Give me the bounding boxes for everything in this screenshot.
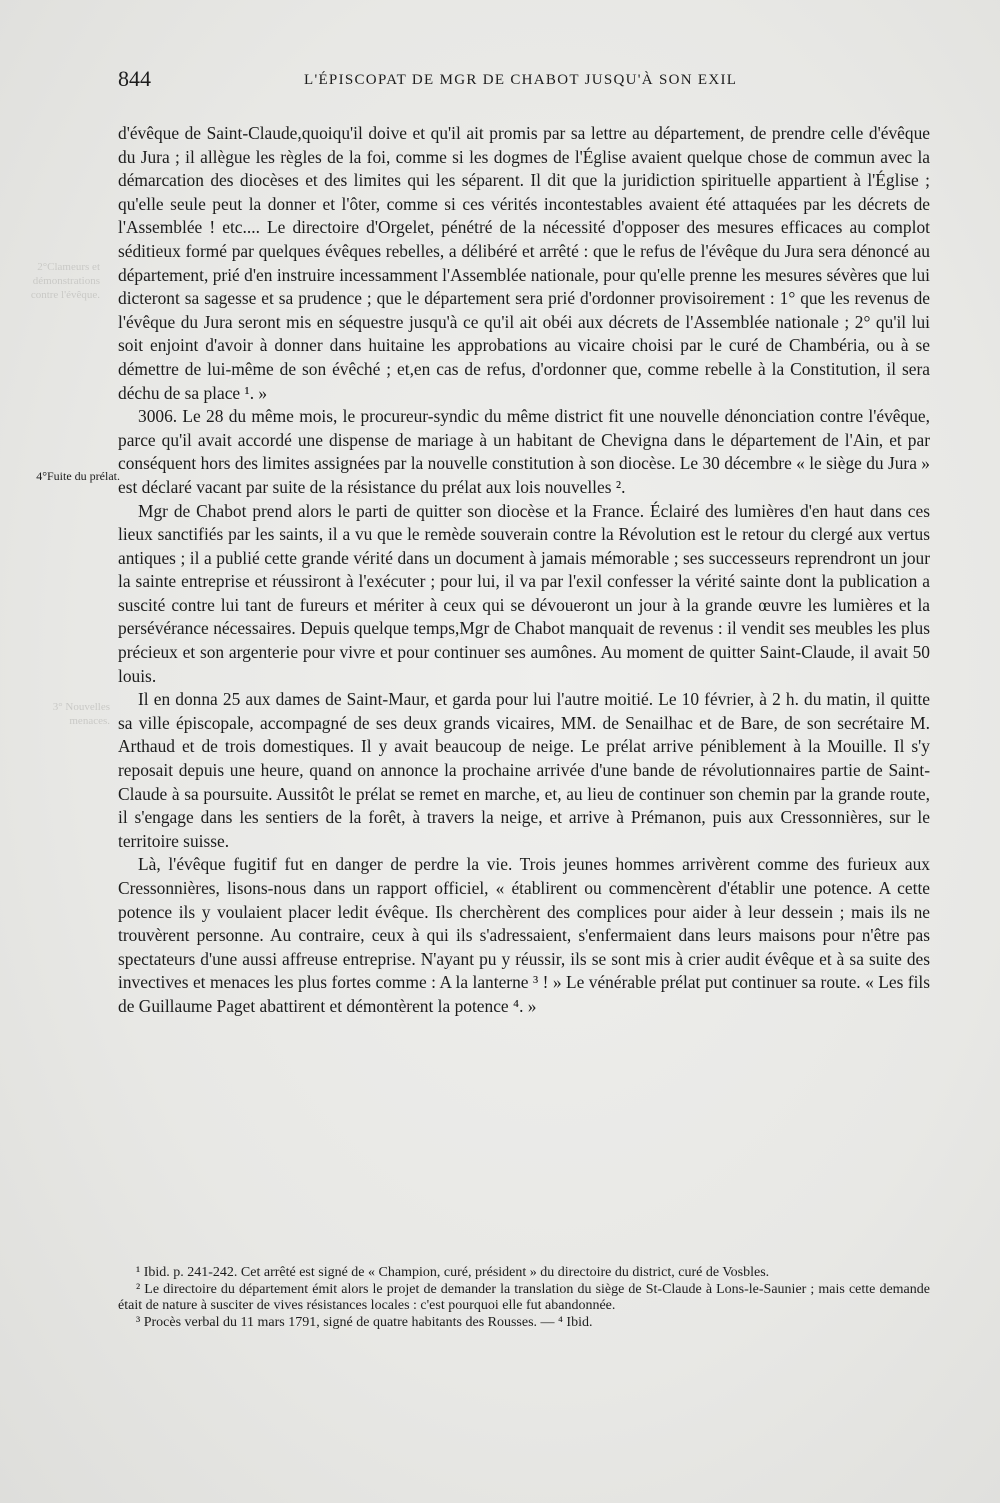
- paragraph: 3006. Le 28 du même mois, le procureur-syndic du même district fit une nouvelle dénonciation contre l'évêque, parce qu'il avait accordé une dispense de mariage à un habitant de Chevigna dans le département de l'Ain, et par conséquent hors des limites assignées par la nouvelle constitution à son diocèse. Le 30 décembre « le siège du Jura » est déclaré vacant par suite de la résistance du prélat aux lois nouvelles ².: [118, 406, 930, 497]
- paragraph: d'évêque de Saint-Claude,quoiqu'il doive et qu'il ait promis par sa lettre au département, de prendre celle d'évêque du Jura ; il allègue les règles de la foi, comme si les dogmes de l'Église avaient quelque chose de commun avec la démarcation des diocèses et des limites qui les séparent. Il dit que la juridiction spirituelle appartient à l'Église ; qu'elle seule peut la donner et l'ôter, comme si ces vérités incontestables avaient été attaquées par les décrets de l'Assemblée ! etc.... Le directoire d'Orgelet, pénétré de la nécessité d'opposer des mesures efficaces au complot séditieux formé par quelques évêques rebelles, a délibéré et arrêté : que le refus de l'évêque du Jura sera dénoncé au département, prié d'en instruire incessamment l'Assemblée nationale, pour qu'elle prenne les mesures sévères que lui dicteront sa sagesse et sa prudence ; que le département sera prié d'ordonner provisoirement : 1° que les revenus de l'évêque du Jura seront mis en séquestre jusqu'à ce qu'il ait obéi aux décrets de l'Assemblée nationale ; 2° qu'il lui soit enjoint d'avoir à donner dans huitaine les approbations au vicaire choisi par le curé de Chambéria, ou à se démettre de lui-même de son évêché ; et,en cas de refus, d'ordonner que, comme rebelle à la Constitution, il sera déchu de sa place ¹. »: [118, 123, 930, 403]
- running-title: L'ÉPISCOPAT DE MGR DE CHABOT JUSQU'À SON EXIL: [304, 72, 738, 88]
- body-text: [118, 122, 930, 1019]
- footnote: ² Le directoire du département émit alors le projet de demander la translation du siège de St-Claude à Lons-le-Saunier ; mais cette demande était de nature à susciter de vives résistances locales : c'est pourquoi elle fut abandonnée.: [118, 1282, 930, 1313]
- paragraph: Là, l'évêque fugitif fut en danger de perdre la vie. Trois jeunes hommes arrivèrent comme des furieux aux Cressonnières, lisons-nous dans un rapport officiel, « établirent ou commencèrent d'établir une potence. A cette potence ils y voulaient placer ledit évêque. Ils cherchèrent des complices pour aider à leur dessein ; mais ils ne trouvèrent personne. Au contraire, ceux à qui ils s'adressaient, s'enfermaient dans leurs maisons pour n'être pas spectateurs d'une aussi affreuse entreprise. N'ayant pu y réussir, ils se sont mis à crier audit évêque et à sa suite des invectives et menaces les plus fortes comme : A la lanterne ³ ! » Le vénérable prélat put continuer sa route. « Les fils de Guillaume Paget abattirent et démontèrent la potence ⁴. »: [118, 854, 930, 1016]
- page-header: [118, 66, 928, 96]
- paragraph: Mgr de Chabot prend alors le parti de quitter son diocèse et la France. Éclairé des lumières d'en haut dans ces lieux sanctifiés par les saints, il a vu que le remède souverain contre la Révolution est le retour du clergé aux vertus antiques ; il a publié cette grande vérité dans un document à jamais mémorable ; ses successeurs reprendront un jour la sainte entreprise et réussiront à l'exécuter ; pour lui, il va par l'exil confesser la vérité sainte dont la publication a suscité contre lui tant de fureurs et mériter à ceux qui se dévoueront un jour à la grande œuvre les lumières et la persévérance nécessaires. Depuis quelque temps,Mgr de Chabot manquait de revenus : il vendit ses meubles les plus précieux et son argenterie pour vivre et pour continuer ses aumônes. Au moment de quitter Saint-Claude, il avait 50 louis.: [118, 500, 930, 686]
- marginal-note: 4°Fuite du prélat.: [36, 469, 120, 483]
- bleed-through-note: 2°Clameurs et démonstrations contre l'évêque.: [30, 261, 100, 301]
- bleed-through-note: 3° Nouvelles menaces.: [52, 701, 110, 727]
- footnotes: [118, 1265, 930, 1332]
- paragraph: Il en donna 25 aux dames de Saint-Maur, et garda pour lui l'autre moitié. Le 10 février, à 2 h. du matin, il quitte sa ville épiscopale, accompagné de ses deux grands vicaires, MM. de Senailhac et de Bare, de son secrétaire M. Arthaud et de trois domestiques. Il y avait beaucoup de neige. Le prélat arrive péniblement à la Mouille. Il s'y reposait depuis une heure, quand on annonce la prochaine arrivée d'une bande de révolutionnaires partie de Saint-Claude à sa poursuite. Aussitôt le prélat se remet en marche, et, au lieu de continuer son chemin par la grande route, il s'engage dans les sentiers de la forêt, à travers la neige, et arrive à Prémanon, puis aux Cressonnières, sur le territoire suisse.: [118, 689, 930, 851]
- footnote: ¹ Ibid. p. 241-242. Cet arrêté est signé de « Champion, curé, président » du directoire du district, curé de Vosbles.: [136, 1265, 770, 1280]
- footnote: ³ Procès verbal du 11 mars 1791, signé de quatre habitants des Rousses. — ⁴ Ibid.: [136, 1315, 593, 1330]
- page-number: 844: [118, 66, 151, 91]
